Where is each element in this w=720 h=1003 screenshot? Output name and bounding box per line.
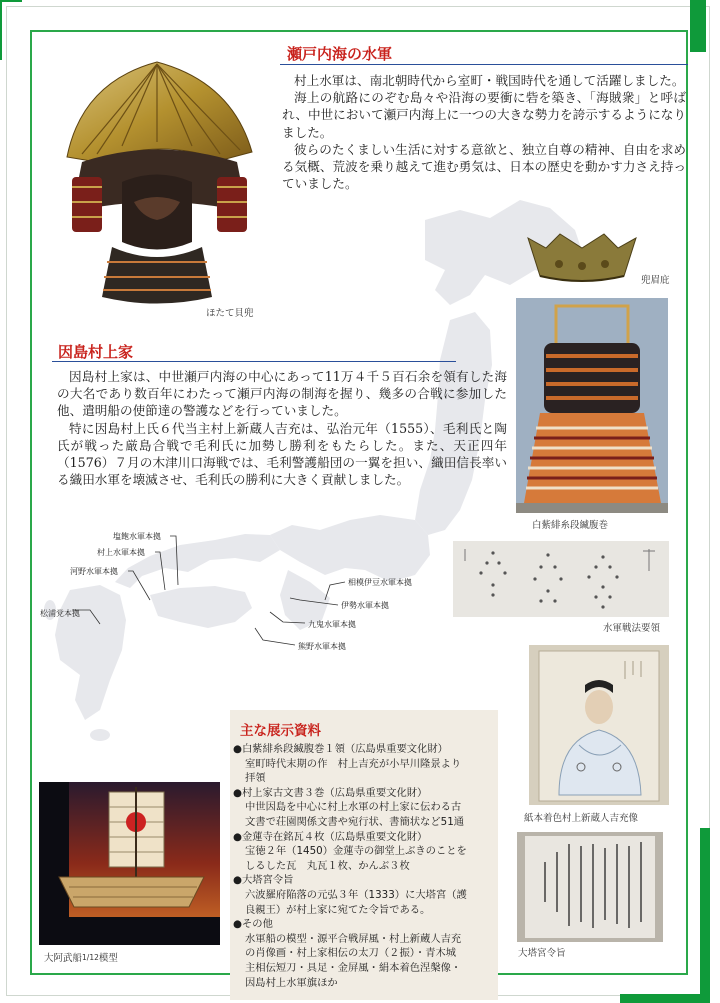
exhibit-item-title: 村上家古文書３巻（広島県重要文化財）	[242, 786, 428, 799]
exhibit-item-line: 宝徳２年（1450）金蓮寺の御堂上ぶきのことを	[245, 845, 467, 858]
exhibit-item	[233, 917, 495, 990]
exhibit-item-line: 拝領	[245, 772, 266, 785]
map-label-kono: 河野水軍本拠	[70, 567, 118, 576]
exhibit-item-line: 六波羅府陥落の元弘３年（1333）に大塔宮（護	[245, 888, 467, 901]
exhibits-list	[233, 742, 495, 990]
map-label-shiaku: 塩飽水軍本拠	[113, 532, 161, 541]
exhibit-item-line: 文書で荘園関係文書や宛行状、書簡状など51通	[245, 815, 465, 828]
bullet-icon: ●	[233, 743, 242, 755]
exhibit-item-line: 室町時代末期の作 村上吉充が小早川隆景より	[245, 757, 462, 770]
exhibit-item-title: その他	[242, 918, 273, 931]
portrait-image	[529, 645, 669, 805]
exhibit-item-line: 良親王）が村上家に宛てた令旨である。	[245, 903, 431, 916]
tactics-document-image	[453, 541, 669, 617]
ship-caption-scale: 1/12	[82, 953, 99, 962]
map-label-kuki: 九鬼水軍本拠	[308, 620, 356, 629]
section2-paragraph-2: 特に因島村上氏６代当主村上新蔵人吉充は、弘治元年（1555）、毛利氏と陶氏が戦った厳島合戦で毛利氏に加勢し勝利をもたらした。また、天正四年（1576）７月の木津川口海戦では、毛利警護船団の一翼を担い、織田信長率いる織田水軍を壊滅させ、毛利氏の勝利に大きく貢献しました。	[57, 420, 507, 488]
map-label-matsura: 松浦党本拠	[40, 609, 80, 618]
bullet-icon: ●	[233, 874, 242, 887]
armor-caption: 白紫緋糸段縅腹巻	[532, 520, 609, 531]
helmet-caption: ほたて貝兜	[206, 308, 254, 319]
section2-title: 因島村上家	[58, 343, 134, 361]
exhibit-item-line: しるした瓦 丸瓦１枚、かんぶ３枚	[245, 859, 410, 872]
tactics-caption: 水軍戦法要領	[603, 623, 661, 634]
exhibit-item-title: 金蓮寺在銘瓦４枚（広島県重要文化財）	[242, 830, 428, 843]
ship-caption-suffix: 模型	[98, 953, 118, 964]
exhibit-item	[233, 786, 495, 830]
exhibit-item	[233, 830, 495, 874]
portrait-caption: 紙本着色村上新蔵人吉充像	[524, 813, 639, 824]
map-label-sagami: 相模伊豆水軍本拠	[348, 578, 412, 587]
section1-paragraph-3: 彼らのたくましい生活に対する意欲と、独立自尊の精神、自由を求める気概、荒波を乗り越えて進む勇気は、日本の歴史を動かす力さえ持っていました。	[282, 141, 686, 192]
portrait-photo	[529, 645, 669, 805]
decree-caption: 大塔宮令旨	[518, 948, 566, 959]
exhibit-item-line: の肖像画・村上家相伝の太刀（２振）・青木城	[245, 947, 457, 960]
bullet-icon: ●	[233, 918, 242, 931]
bullet-icon: ●	[233, 786, 242, 799]
section1-paragraph-1: 村上水軍は、南北朝時代から室町・戦国時代を通して活躍しました。	[294, 73, 685, 88]
exhibit-item-title: 白紫緋糸段縅腹巻１領（広島県重要文化財）	[242, 743, 448, 755]
exhibit-item-line: 因島村上水軍旗ほか	[245, 976, 338, 989]
tactics-photo	[453, 541, 669, 617]
decree-image	[517, 832, 663, 942]
exhibit-item-title: 大塔宮令旨	[242, 874, 294, 887]
exhibit-item	[233, 742, 495, 786]
ship-photo	[39, 782, 220, 945]
decree-photo	[517, 832, 663, 942]
section2-paragraph-1: 因島村上家は、中世瀬戸内海の中心にあって11万４千５百石余を領有した海の大名であり数百年にわたって瀬戸内海の制海を握り、幾多の合戦に参加した他、遣明船の使節達の警護などを行っていました。	[57, 369, 507, 419]
ship-caption	[44, 950, 118, 964]
exhibit-item	[233, 873, 495, 917]
exhibits-title: 主な展示資料	[240, 723, 321, 739]
exhibit-item-line: 中世因島を中心に村上水軍の村上家に伝わる古	[245, 801, 462, 814]
bullet-icon: ●	[233, 830, 242, 843]
exhibit-item-line: 水軍船の模型・源平合戦屏風・村上新蔵人吉充	[245, 932, 462, 945]
exhibit-item-line: 主相伝短刀・具足・金屏風・絹本着色涅槃像・	[245, 961, 462, 974]
helmet-base-caption: 兜眉庇	[641, 275, 670, 286]
map-label-kumano: 熊野水軍本拠	[298, 642, 346, 651]
map-label-ise: 伊勢水軍本拠	[341, 601, 389, 610]
section1-title: 瀬戸内海の水軍	[287, 45, 393, 63]
map-label-murakami: 村上水軍本拠	[97, 548, 145, 557]
ship-model-image	[39, 782, 220, 945]
section1-paragraph-2: 海上の航路にのぞむ島々や沿海の要衝に砦を築き、「海賊衆」と呼ばれ、中世において瀬戸内海上に一つの大きな勢力を誇示するようになりました。	[282, 90, 686, 140]
ship-caption-name: 大阿武船	[44, 953, 83, 964]
